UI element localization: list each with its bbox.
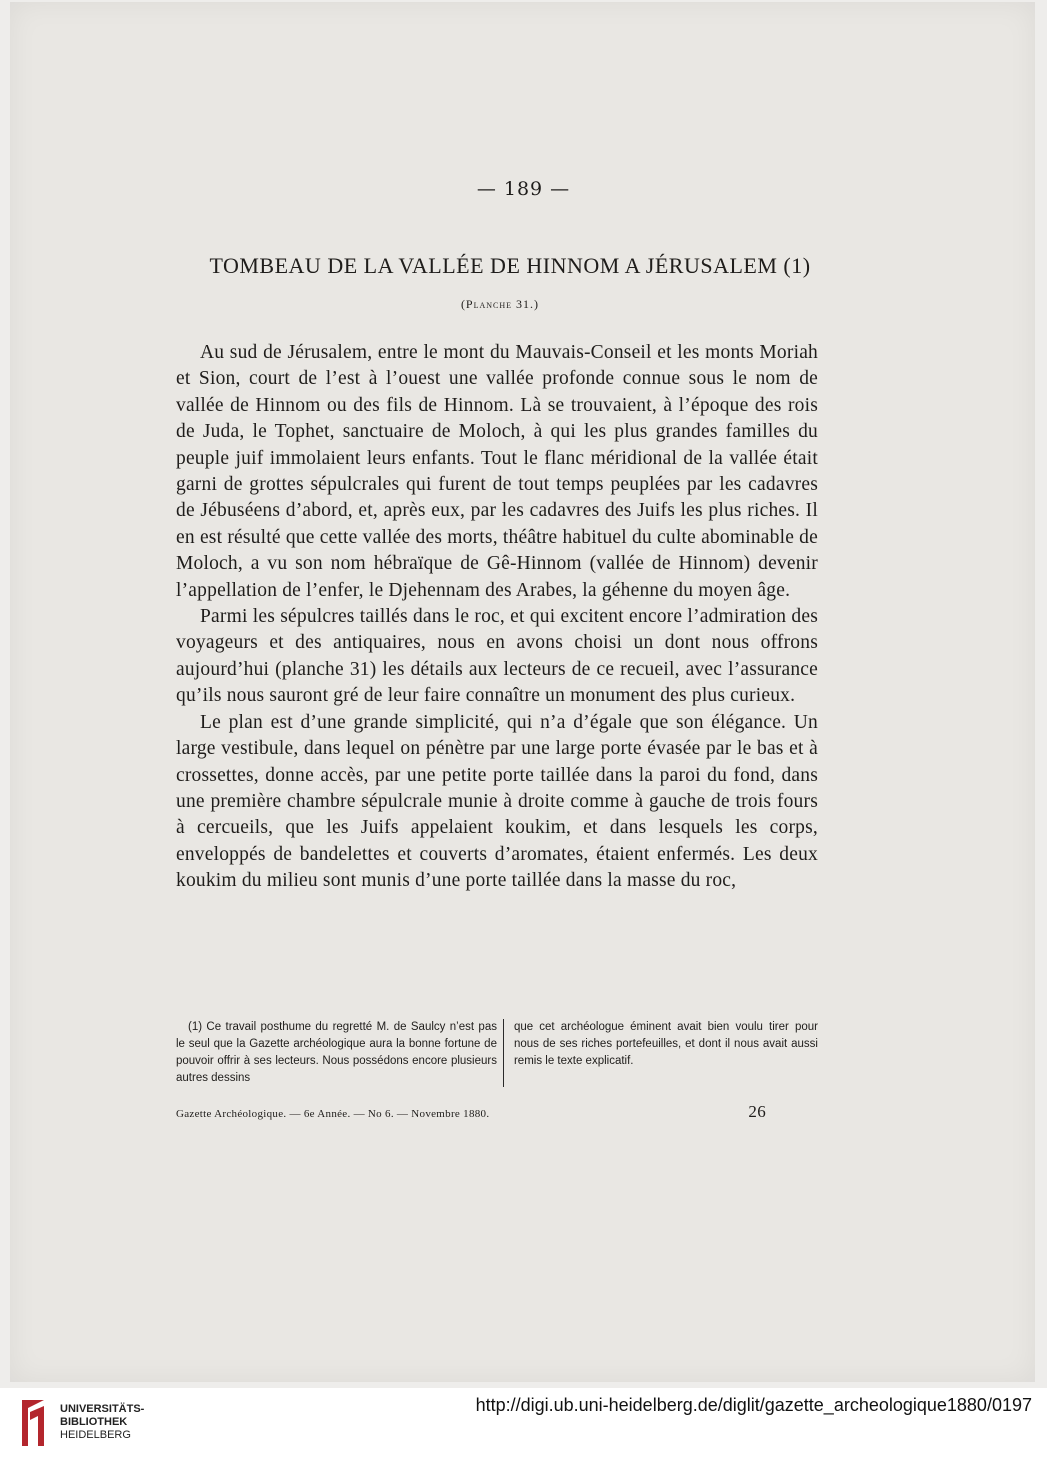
footnote-left-column [176,1019,497,1087]
footnote-text-continued: que cet archéologue éminent avait bien voulu tirer pour nous de ses riches portefeuilles, et dont il nous avait aussi remis le texte explicatif. [513,1021,818,1067]
library-name-line: BIBLIOTHEK [60,1416,128,1428]
article-body [176,340,818,895]
footnote-text: (1) Ce travail posthume du regretté M. de Saulcy n’est pas le seul que la Gazette archéologique aura la bonne fortune de pouvoir offrir à ses lecteurs. Nous possédons encore plusieurs autres dessins [176,1021,497,1084]
sheet-number: 26 [748,1102,766,1121]
footnote-right-column [503,1019,818,1087]
source-url[interactable]: http://digi.ub.uni-heidelberg.de/diglit/gazette_archeologique1880/0197 [475,1395,1032,1415]
paragraph: Parmi les sépulcres taillés dans le roc, et qui excitent encore l’admiration des voyageurs et des antiquaires, nous en avons choisi un dont nous offrons aujourd’hui (planche 31) les détails aux lecteurs de ce recueil, avec l’assurance qu’ils nous sauront gré de leur faire connaître un monument des plus curieux. [176,606,818,707]
footnotes [176,1019,818,1087]
library-name-line: UNIVERSITÄTS- [60,1403,145,1415]
plate-reference: (Planche 31.) [460,297,540,311]
article-title: TOMBEAU DE LA VALLÉE DE HINNOM A JÉRUSALEM (1) [209,253,811,278]
library-name [60,1403,144,1442]
page-number: — 189 — [476,178,571,200]
journal-signature: Gazette Archéologique. — 6e Année. — No 6. — Novembre 1880. [176,1108,490,1120]
university-library-logo-icon [18,1398,48,1448]
paragraph: Le plan est d’une grande simplicité, qui n’a d’égale que son élégance. Un large vestibule, dans lequel on pénètre par une large porte évasée par le bas et à crossettes, donne accès, par une petite porte taillée dans la paroi du fond, dans une première chambre sépulcrale munie à droite comme à gauche de trois fours à cercueils, que les Juifs appelaient koukim, et dans lesquels les corps, enveloppés de bandelettes et couverts d’aromates, étaient enfermés. Les deux koukim du milieu sont munis d’une porte taillée dans la masse du roc, [176,711,818,892]
library-name-line: HEIDELBERG [60,1429,131,1441]
page-footer [176,1102,766,1122]
paragraph: Au sud de Jérusalem, entre le mont du Mauvais-Conseil et les monts Moriah et Sion, court de l’est à l’ouest une vallée profonde connue sous le nom de vallée de Hinnom ou des fils de Hinnom. Là se trouvaient, à l’époque des rois de Juda, le Tophet, sanctuaire de Moloch, à qui les plus grandes familles du peuple juif immolaient leurs enfants. Tout le flanc méridional de la vallée était garni de grottes sépulcrales qui furent de tout temps peuplées par les cadavres de Jébuséens d’abord, et, après eux, par les cadavres des Juifs les plus riches. Il en est résulté que cette vallée des morts, théâtre habituel du culte abominable de Moloch, a vu son nom hébraïque de Gê-Hinnom (vallée de Hinnom) devenir l’appellation de l’enfer, le Djehennam des Arabes, la géhenne du moyen âge. [176,342,818,601]
